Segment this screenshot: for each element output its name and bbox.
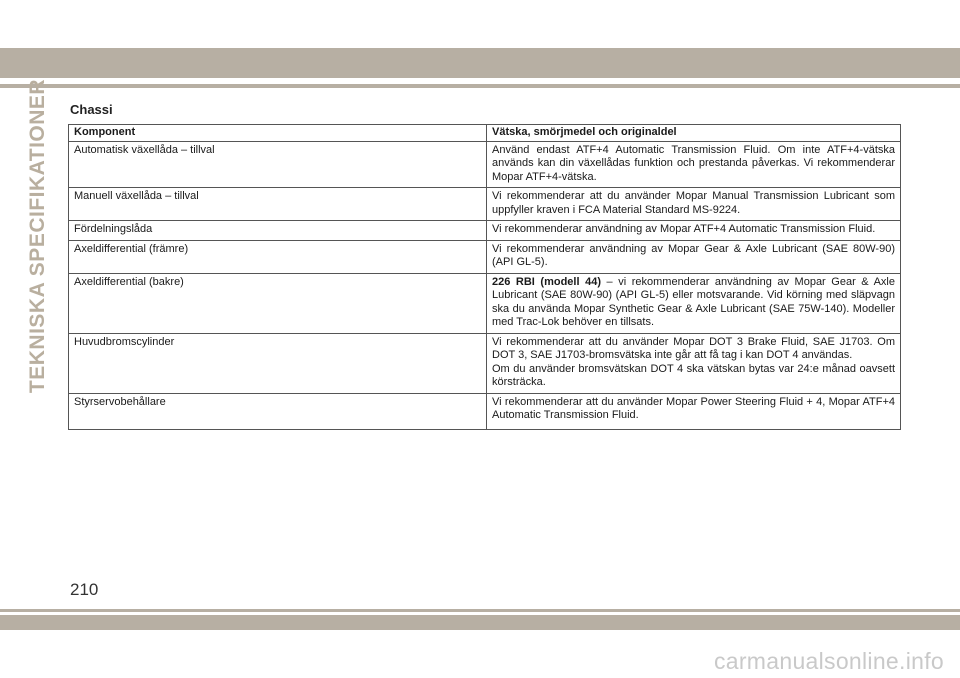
side-chapter-tab	[24, 78, 52, 394]
cell-component: Axeldifferential (främre)	[69, 240, 487, 273]
spec-text: Vi rekommenderar att du använder Mopar DOT 3 Brake Fluid, SAE J1703. Om DOT 3, SAE J1703-bromsvätska inte går att få tag i kan DOT 4 användas.	[492, 335, 895, 361]
table-row	[69, 221, 901, 241]
cell-spec: Vi rekommenderar användning av Mopar Gear & Axle Lubricant (SAE 80W-90) (API GL-5).	[487, 240, 901, 273]
cell-component: Manuell växellåda – tillval	[69, 188, 487, 221]
header-fluid: Vätska, smörjmedel och originaldel	[487, 125, 901, 142]
watermark: carmanualsonline.info	[713, 648, 944, 674]
table-row	[69, 333, 901, 393]
section-title: Chassi	[70, 102, 113, 117]
cell-spec	[487, 393, 901, 429]
cell-component: Fördelningslåda	[69, 221, 487, 241]
spec-text: – vi rekommenderar användning av Mopar Gear & Axle Lubricant (SAE 80W-90) (API GL-5) eller motsvarande. Vid körning med släpvagn ska du använda Mopar Synthetic Gear & Axle Lubricant (SAE 75W-140). Modeller med Trac-Lok behöver en tillsats.	[492, 275, 895, 328]
cell-spec	[487, 333, 901, 393]
cell-component: Styrservobehållare	[69, 393, 487, 429]
cell-spec: Vi rekommenderar att du använder Mopar Manual Transmission Lubricant som uppfyller kraven i FCA Material Standard MS-9224.	[487, 188, 901, 221]
cell-component: Axeldifferential (bakre)	[69, 273, 487, 333]
spec-text: Vi rekommenderar att du använder Mopar Power Steering Fluid + 4, Mopar ATF+4 Automatic Transmission Fluid.	[492, 395, 895, 421]
cell-spec: Använd endast ATF+4 Automatic Transmission Fluid. Om inte ATF+4-vätska används kan din växellådas funktion och prestanda påverkas. Vi rekommenderar Mopar ATF+4-vätska.	[487, 141, 901, 188]
table-row	[69, 188, 901, 221]
spec-extra-text: Om du använder bromsvätskan DOT 4 ska vätskan bytas var 24:e månad oavsett körsträcka.	[492, 362, 895, 388]
table-row	[69, 141, 901, 188]
header-component: Komponent	[69, 125, 487, 142]
page-number: 210	[70, 580, 99, 599]
cell-component: Automatisk växellåda – tillval	[69, 141, 487, 188]
side-chapter-label: TEKNISKA SPECIFIKATIONER	[26, 78, 49, 394]
table-row	[69, 393, 901, 429]
table-row	[69, 240, 901, 273]
spec-model-label: 226 RBI (modell 44)	[492, 275, 601, 288]
top-decorative-band	[0, 48, 960, 78]
table-header-row	[69, 125, 901, 142]
top-decorative-line	[0, 84, 960, 88]
spec-table	[68, 124, 901, 430]
cell-spec: Vi rekommenderar användning av Mopar ATF+4 Automatic Transmission Fluid.	[487, 221, 901, 241]
cell-component: Huvudbromscylinder	[69, 333, 487, 393]
table-row	[69, 273, 901, 333]
bottom-decorative-line	[0, 609, 960, 612]
bottom-decorative-band	[0, 615, 960, 630]
cell-spec	[487, 273, 901, 333]
